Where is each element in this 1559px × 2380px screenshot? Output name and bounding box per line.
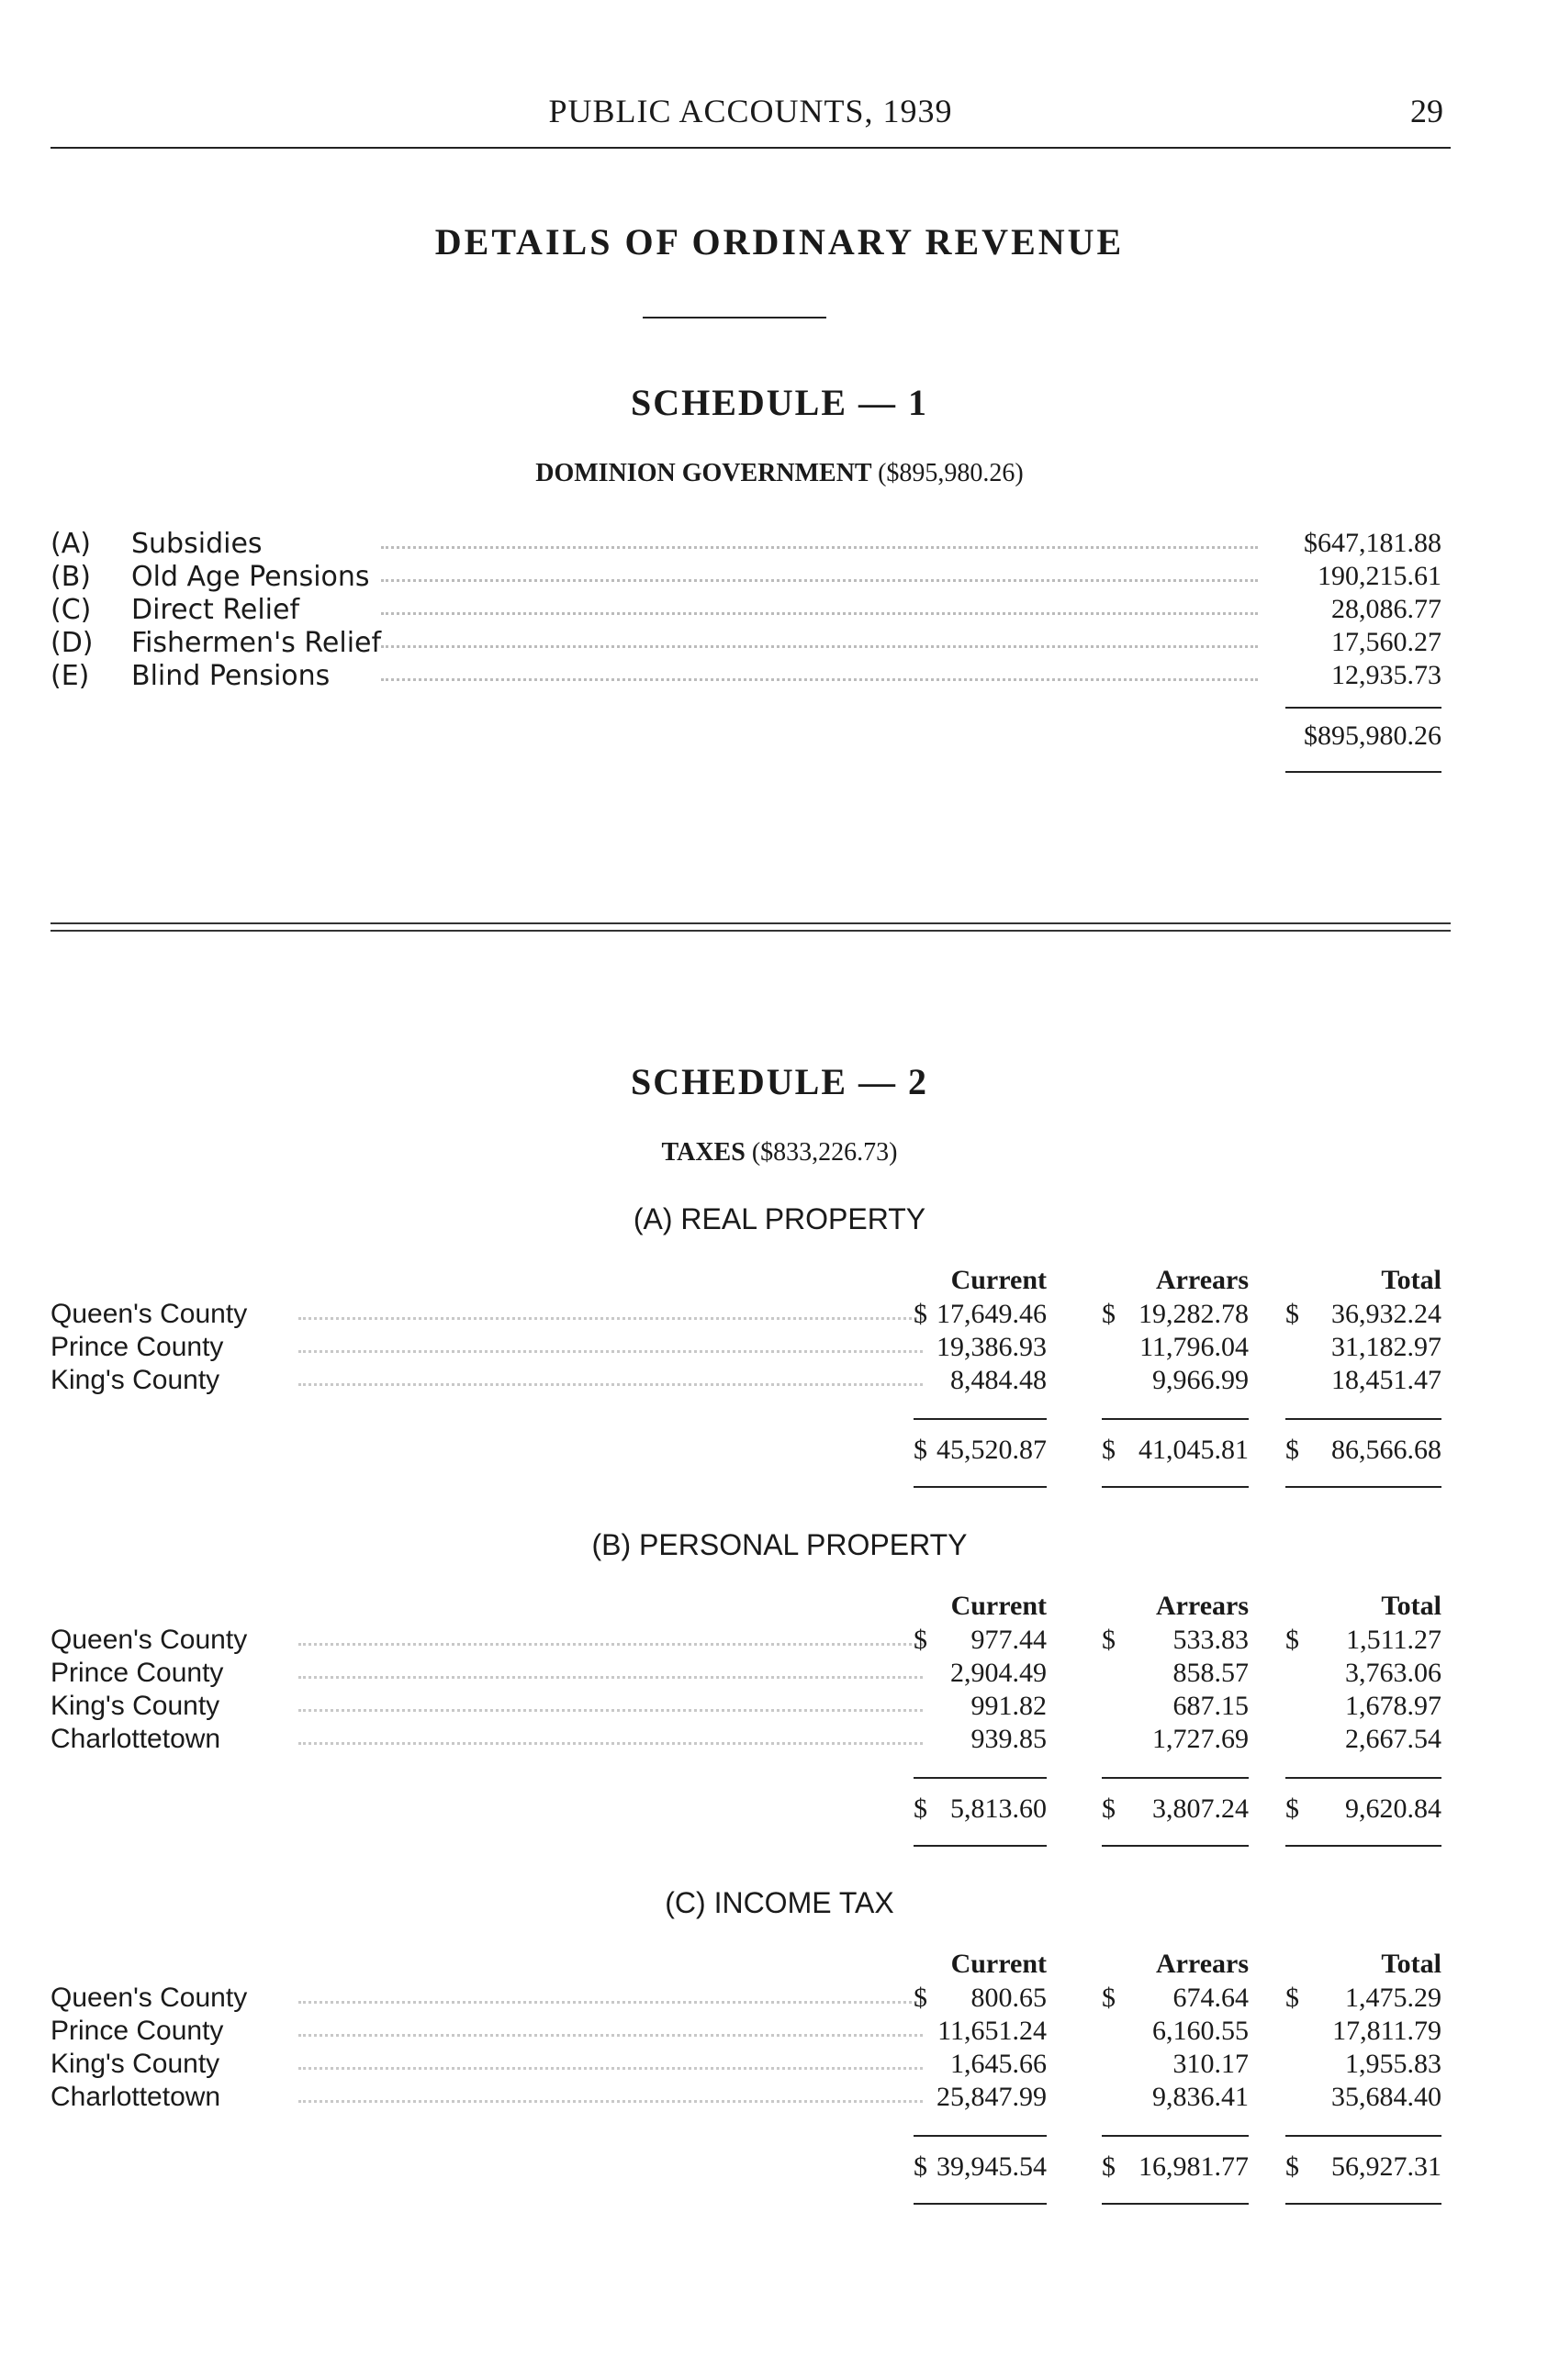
schedule1-row — [50, 528, 1441, 561]
title-rule — [643, 317, 826, 318]
column-header-arrears: Arrears — [1155, 1591, 1249, 1621]
cell-total: 1,955.83 — [1345, 2049, 1441, 2079]
schedule1-total-row — [50, 721, 1441, 754]
totals-row — [50, 1793, 1441, 1827]
currency-symbol: $ — [1285, 1793, 1299, 1824]
cell-arrears: 310.17 — [1172, 2049, 1249, 2079]
currency-symbol: $ — [1102, 1299, 1116, 1329]
leader-dots — [381, 678, 1258, 681]
leader-dots — [381, 612, 1258, 615]
leader-dots — [381, 579, 1258, 582]
leader-dots — [298, 1643, 923, 1646]
row-label: Prince County — [50, 1658, 224, 1688]
total-rule-top — [1285, 1418, 1441, 1420]
currency-symbol: $ — [914, 1625, 927, 1655]
schedule1-row-letter: (C) — [50, 594, 92, 626]
total-arrears: 3,807.24 — [1152, 1793, 1249, 1824]
section-heading: (A) REAL PROPERTY — [633, 1202, 926, 1235]
schedule1-row-amount: 12,935.73 — [1331, 660, 1441, 690]
schedule1-row-letter: (D) — [50, 627, 94, 659]
total-current: 39,945.54 — [937, 2151, 1047, 2182]
schedule1-subtitle-amount: ($895,980.26) — [878, 459, 1024, 487]
totals-row — [50, 2151, 1441, 2184]
total-arrears: 16,981.77 — [1138, 2151, 1249, 2182]
leader-dots — [381, 645, 1258, 648]
cell-current: 25,847.99 — [937, 2082, 1047, 2112]
total-rule-top — [1285, 1777, 1441, 1779]
table-row — [50, 2082, 1441, 2115]
cell-current: 2,904.49 — [950, 1658, 1047, 1688]
schedule1-row-amount: $647,181.88 — [1304, 528, 1441, 558]
leader-dots — [298, 1317, 923, 1320]
currency-symbol: $ — [1285, 2151, 1299, 2182]
page-number: 29 — [1410, 93, 1443, 129]
row-label: Queen's County — [50, 1625, 248, 1655]
column-header-current: Current — [950, 1591, 1047, 1621]
column-header-total: Total — [1381, 1949, 1441, 1979]
leader-dots — [381, 546, 1258, 549]
leader-dots — [298, 2067, 923, 2070]
cell-arrears: 674.64 — [1172, 1983, 1249, 2013]
column-header-current: Current — [950, 1949, 1047, 1979]
schedule2-subtitle-amount: ($833,226.73) — [751, 1138, 898, 1167]
cell-arrears: 858.57 — [1172, 1658, 1249, 1688]
schedule1-row-amount: 28,086.77 — [1331, 594, 1441, 624]
running-title: PUBLIC ACCOUNTS, 1939 — [548, 93, 953, 129]
row-label: Prince County — [50, 2016, 224, 2046]
schedule1-total-rule-bottom — [1285, 771, 1441, 773]
leader-dots — [298, 1676, 923, 1679]
schedule1-total: $895,980.26 — [1304, 721, 1441, 751]
total-rule-top — [914, 1777, 1047, 1779]
schedule1-row-amount: 190,215.61 — [1318, 561, 1441, 591]
schedule1-row — [50, 594, 1441, 627]
schedule1-row-letter: (B) — [50, 561, 91, 593]
cell-total: 1,678.97 — [1345, 1691, 1441, 1721]
cell-arrears: 6,160.55 — [1152, 2016, 1249, 2046]
cell-total: 17,811.79 — [1332, 2016, 1441, 2046]
row-label: Charlottetown — [50, 1724, 221, 1754]
currency-symbol: $ — [1102, 1625, 1116, 1655]
schedule1-row-letter: (E) — [50, 660, 90, 692]
total-rule-bottom — [1102, 2203, 1249, 2205]
schedule2-subtitle-text: TAXES — [661, 1138, 746, 1167]
schedule1-row-label: Old Age Pensions — [131, 561, 370, 593]
total-total: 9,620.84 — [1345, 1793, 1441, 1824]
cell-arrears: 1,727.69 — [1152, 1724, 1249, 1754]
cell-total: 35,684.40 — [1331, 2082, 1441, 2112]
total-total: 86,566.68 — [1331, 1435, 1441, 1465]
schedule2-title: SCHEDULE — 2 — [630, 1061, 929, 1102]
row-label: Charlottetown — [50, 2082, 221, 2112]
column-header-total: Total — [1381, 1265, 1441, 1295]
total-rule-top — [1102, 2135, 1249, 2137]
cell-current: 17,649.46 — [937, 1299, 1047, 1329]
table-row — [50, 1332, 1441, 1365]
total-rule-bottom — [1285, 1845, 1441, 1847]
column-header-current: Current — [950, 1265, 1047, 1295]
currency-symbol: $ — [914, 1435, 927, 1465]
section-divider — [50, 922, 1451, 932]
total-current: 5,813.60 — [950, 1793, 1047, 1824]
column-header-total: Total — [1381, 1591, 1441, 1621]
cell-current: 939.85 — [970, 1724, 1047, 1754]
section-heading: (C) INCOME TAX — [665, 1886, 894, 1919]
leader-dots — [298, 1709, 923, 1712]
schedule2-subtitle — [0, 1138, 1559, 1168]
total-current: 45,520.87 — [937, 1435, 1047, 1465]
currency-symbol: $ — [1102, 2151, 1116, 2182]
cell-current: 19,386.93 — [937, 1332, 1047, 1362]
row-label: Prince County — [50, 1332, 224, 1362]
table-row — [50, 2016, 1441, 2049]
total-rule-bottom — [1285, 1486, 1441, 1488]
cell-current: 977.44 — [970, 1625, 1047, 1655]
schedule1-subtitle — [0, 459, 1559, 488]
main-title: DETAILS OF ORDINARY REVENUE — [434, 221, 1125, 263]
cell-arrears: 9,836.41 — [1152, 2082, 1249, 2112]
leader-dots — [298, 1742, 923, 1745]
total-rule-bottom — [1285, 2203, 1441, 2205]
leader-dots — [298, 2001, 923, 2004]
currency-symbol: $ — [1285, 1983, 1299, 2013]
schedule1-row — [50, 627, 1441, 660]
total-rule-top — [914, 1418, 1047, 1420]
schedule1-row-label: Blind Pensions — [131, 660, 331, 692]
currency-symbol: $ — [1102, 1983, 1116, 2013]
total-rule-bottom — [1102, 1486, 1249, 1488]
column-header-arrears: Arrears — [1155, 1265, 1249, 1295]
column-header-arrears: Arrears — [1155, 1949, 1249, 1979]
schedule1-row-letter: (A) — [50, 528, 91, 560]
cell-current: 8,484.48 — [950, 1365, 1047, 1395]
total-rule-top — [1102, 1418, 1249, 1420]
currency-symbol: $ — [1102, 1793, 1116, 1824]
schedule1-row — [50, 660, 1441, 693]
table-row — [50, 1724, 1441, 1757]
total-rule-top — [1102, 1777, 1249, 1779]
table-row — [50, 1299, 1441, 1332]
row-label: King's County — [50, 1365, 220, 1395]
schedule1-title: SCHEDULE — 1 — [630, 382, 929, 423]
section-heading: (B) PERSONAL PROPERTY — [591, 1528, 968, 1561]
schedule1-row-label: Subsidies — [131, 528, 263, 560]
currency-symbol: $ — [1285, 1625, 1299, 1655]
leader-dots — [298, 1383, 923, 1386]
cell-total: 1,511.27 — [1346, 1625, 1441, 1655]
schedule1-row-label: Fishermen's Relief — [131, 627, 382, 659]
cell-arrears: 9,966.99 — [1152, 1365, 1249, 1395]
total-rule-top — [914, 2135, 1047, 2137]
cell-total: 18,451.47 — [1331, 1365, 1441, 1395]
leader-dots — [298, 2034, 923, 2037]
row-label: Queen's County — [50, 1299, 248, 1329]
total-rule-bottom — [914, 1845, 1047, 1847]
running-header — [50, 92, 1451, 149]
table-row — [50, 1983, 1441, 2016]
cell-total: 2,667.54 — [1345, 1724, 1441, 1754]
cell-arrears: 19,282.78 — [1138, 1299, 1249, 1329]
schedule1-row-label: Direct Relief — [131, 594, 300, 626]
schedule1-total-rule-top — [1285, 707, 1441, 709]
total-rule-top — [1285, 2135, 1441, 2137]
cell-total: 1,475.29 — [1345, 1983, 1441, 2013]
table-row — [50, 1365, 1441, 1398]
currency-symbol: $ — [1102, 1435, 1116, 1465]
currency-symbol: $ — [914, 2151, 927, 2182]
cell-total: 3,763.06 — [1345, 1658, 1441, 1688]
cell-arrears: 11,796.04 — [1139, 1332, 1249, 1362]
total-rule-bottom — [914, 2203, 1047, 2205]
totals-row — [50, 1435, 1441, 1468]
currency-symbol: $ — [914, 1793, 927, 1824]
schedule1-subtitle-text: DOMINION GOVERNMENT — [535, 459, 872, 487]
currency-symbol: $ — [914, 1983, 927, 2013]
schedule1-row-amount: 17,560.27 — [1331, 627, 1441, 657]
table-row — [50, 1625, 1441, 1658]
currency-symbol: $ — [1285, 1299, 1299, 1329]
total-rule-bottom — [914, 1486, 1047, 1488]
schedule1-row — [50, 561, 1441, 594]
cell-arrears: 687.15 — [1172, 1691, 1249, 1721]
leader-dots — [298, 2100, 923, 2103]
cell-total: 31,182.97 — [1331, 1332, 1441, 1362]
leader-dots — [298, 1350, 923, 1353]
total-total: 56,927.31 — [1331, 2151, 1441, 2182]
row-label: King's County — [50, 2049, 220, 2079]
row-label: King's County — [50, 1691, 220, 1721]
table-row — [50, 1691, 1441, 1724]
total-arrears: 41,045.81 — [1138, 1435, 1249, 1465]
cell-current: 1,645.66 — [950, 2049, 1047, 2079]
cell-current: 11,651.24 — [937, 2016, 1047, 2046]
row-label: Queen's County — [50, 1983, 248, 2013]
total-rule-bottom — [1102, 1845, 1249, 1847]
cell-current: 800.65 — [970, 1983, 1047, 2013]
currency-symbol: $ — [1285, 1435, 1299, 1465]
cell-current: 991.82 — [970, 1691, 1047, 1721]
cell-total: 36,932.24 — [1331, 1299, 1441, 1329]
cell-arrears: 533.83 — [1172, 1625, 1249, 1655]
table-row — [50, 2049, 1441, 2082]
currency-symbol: $ — [914, 1299, 927, 1329]
table-row — [50, 1658, 1441, 1691]
